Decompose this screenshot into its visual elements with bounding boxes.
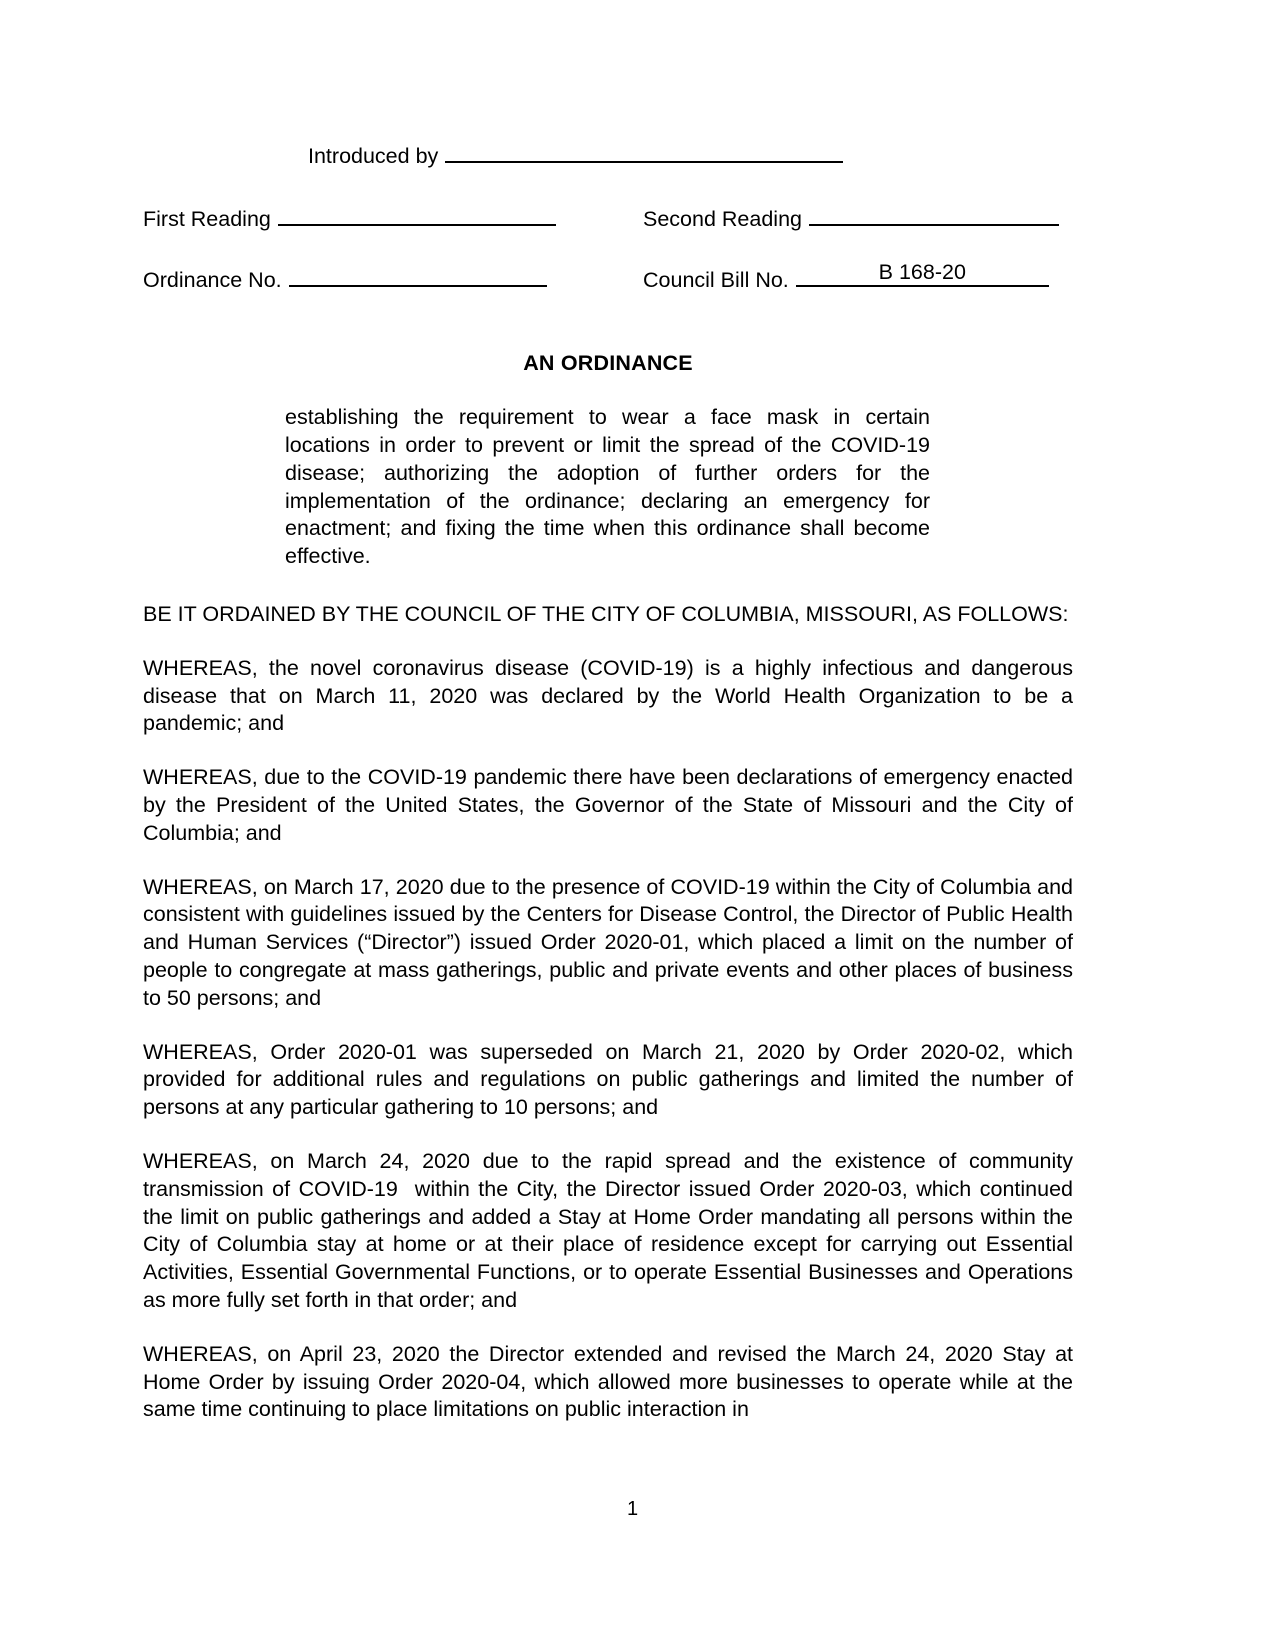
ordinance-no-field[interactable] <box>289 262 547 287</box>
council-bill-no-value: B 168-20 <box>878 260 966 285</box>
introduced-by-row <box>143 138 1073 167</box>
council-bill-no-field[interactable] <box>796 262 1049 287</box>
second-reading-field[interactable] <box>809 201 1059 226</box>
ordinance-no-group <box>143 262 643 291</box>
second-reading-label: Second Reading <box>643 206 802 231</box>
council-bill-no-group <box>643 262 1049 291</box>
first-reading-field[interactable] <box>278 201 556 226</box>
form-header <box>143 0 1073 291</box>
introduced-by-label: Introduced by <box>308 143 439 168</box>
enactment-clause: BE IT ORDAINED BY THE COUNCIL OF THE CITY OF COLUMBIA, MISSOURI, AS FOLLOWS: <box>143 601 1069 626</box>
first-reading-group <box>143 201 643 230</box>
page-number: 1 <box>626 1498 639 1520</box>
ordinance-summary: establishing the requirement to wear a face mask in certain locations in order to prevent or limit the spread of the COVID-19 disease; authorizing the adoption of further orders for the implementation of the ordinance; declaring an emergency for enactment; and fixing the time when this ordinance shall become effective. <box>285 405 930 569</box>
whereas-clause: WHEREAS, on April 23, 2020 the Director extended and revised the March 24, 2020 Stay at Home Order by issuing Order 2020-04, which allowed more businesses to operate while at the same time continuing to place limitations on public interaction in <box>143 1341 1079 1422</box>
whereas-clause: WHEREAS, on March 17, 2020 due to the presence of COVID-19 within the City of Columbia and consistent with guidelines issued by the Centers for Disease Control, the Director of Public Health and Human Services (“Director”) issued Order 2020-01, which placed a limit on the number of people to congregate at mass gatherings, public and private events and other places of business to 50 persons; and <box>143 874 1079 1010</box>
page-content <box>143 0 1079 1424</box>
ordinance-no-label: Ordinance No. <box>143 267 282 292</box>
council-bill-no-label: Council Bill No. <box>643 267 789 292</box>
whereas-clause: WHEREAS, the novel coronavirus disease (COVID-19) is a highly infectious and dangerous disease that on March 11, 2020 was declared by the World Health Organization to be a pandemic; and <box>143 655 1079 736</box>
whereas-clause: WHEREAS, Order 2020-01 was superseded on March 21, 2020 by Order 2020-02, which provided for additional rules and regulations on public gatherings and limited the number of persons at any particular gathering to 10 persons; and <box>143 1039 1079 1120</box>
whereas-clause: WHEREAS, due to the COVID-19 pandemic there have been declarations of emergency enacted by the President of the United States, the Governor of the State of Missouri and the City of Columbia; and <box>143 765 1079 845</box>
whereas-clause: WHEREAS, on March 24, 2020 due to the rapid spread and the existence of community transmission of COVID-19 within the City, the Director issued Order 2020-03, which continued the limit on public gatherings and added a Stay at Home Order mandating all persons within the City of Columbia stay at home or at their place of residence except for carrying out Essential Activities, Essential Governmental Functions, or to operate Essential Businesses and Operations as more fully set forth in that order; and <box>143 1148 1079 1312</box>
readings-row <box>143 201 1073 230</box>
page-title: AN ORDINANCE <box>523 351 693 376</box>
first-reading-label: First Reading <box>143 206 271 231</box>
introduced-by-field[interactable] <box>445 138 843 163</box>
second-reading-group <box>643 201 1059 230</box>
ordinance-bill-row <box>143 262 1073 291</box>
